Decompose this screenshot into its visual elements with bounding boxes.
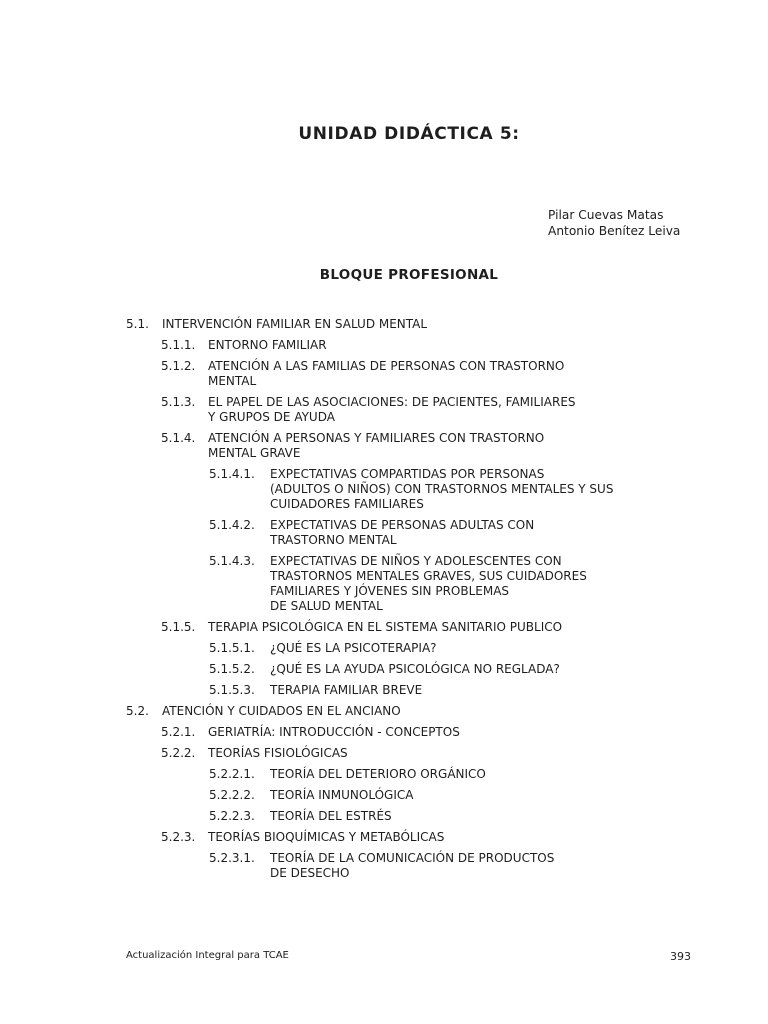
toc-entry-title: TERAPIA PSICOLÓGICA EN EL SISTEMA SANITARIO PUBLICO (208, 620, 563, 634)
toc-entry-number: 5.1.5.1. (209, 641, 255, 655)
toc-entry-title: TEORÍAS BIOQUÍMICAS Y METABÓLICAS (208, 830, 445, 844)
toc-entry (0, 518, 768, 548)
toc-entry (0, 809, 768, 824)
toc-entry-title: EXPECTATIVAS DE PERSONAS ADULTAS CON TRASTORNO MENTAL (270, 518, 535, 547)
toc-entry-number: 5.2.2.1. (209, 767, 255, 781)
toc-entry (0, 554, 768, 614)
toc-entry-number: 5.1.5.2. (209, 662, 255, 676)
toc-entry-number: 5.2.3.1. (209, 851, 255, 865)
toc-entry (0, 725, 768, 740)
toc-entry (0, 830, 768, 845)
toc-entry-title: ENTORNO FAMILIAR (208, 338, 327, 352)
toc-entry-number: 5.1.4.1. (209, 467, 255, 481)
toc-entry-title: ¿QUÉ ES LA AYUDA PSICOLÓGICA NO REGLADA? (270, 662, 560, 676)
author-name: Pilar Cuevas Matas (548, 208, 664, 222)
toc-entry-number: 5.1.5. (161, 620, 196, 634)
toc-entry-number: 5.1.1. (161, 338, 196, 352)
toc-entry-number: 5.2.2. (161, 746, 196, 760)
toc-entry-title: TEORÍA DEL ESTRÉS (270, 809, 392, 823)
toc-entry-number: 5.1.4.2. (209, 518, 255, 532)
toc-entry-title: EL PAPEL DE LAS ASOCIACIONES: DE PACIENTES, FAMILIARES Y GRUPOS DE AYUDA (208, 395, 576, 424)
toc-entry (0, 767, 768, 782)
toc-entry-title: GERIATRÍA: INTRODUCCIÓN - CONCEPTOS (208, 725, 460, 739)
toc-entry-number: 5.2.2.2. (209, 788, 255, 802)
author-name: Antonio Benítez Leiva (548, 223, 681, 238)
toc-entry (0, 746, 768, 761)
toc-entry-title: ¿QUÉ ES LA PSICOTERAPIA? (270, 641, 437, 655)
toc-entry (0, 704, 768, 719)
toc-entry-title: TEORÍA DE LA COMUNICACIÓN DE PRODUCTOS DE DESECHO (270, 851, 555, 880)
toc-entry (0, 641, 768, 656)
block-title: BLOQUE PROFESIONAL (319, 267, 499, 283)
toc-entry (0, 395, 768, 425)
page-footer (126, 950, 691, 963)
toc-entry-number: 5.2.2.3. (209, 809, 255, 823)
toc-entry (0, 620, 768, 635)
toc-entry (0, 467, 768, 512)
toc-entry-number: 5.1.3. (161, 395, 196, 409)
toc-entry (0, 431, 768, 461)
toc-entry-title: TERAPIA FAMILIAR BREVE (270, 683, 423, 697)
footer-publication: Actualización Integral para TCAE (126, 950, 289, 961)
toc-entry-title: EXPECTATIVAS COMPARTIDAS POR PERSONAS (ADULTOS O NIÑOS) CON TRASTORNOS MENTALES Y SUS CUIDADORES FAMILIARES (270, 467, 614, 511)
page-number: 393 (670, 950, 691, 963)
toc-entry-number: 5.1.4. (161, 431, 196, 445)
toc-entry-title: ATENCIÓN A LAS FAMILIAS DE PERSONAS CON TRASTORNO MENTAL (208, 359, 565, 388)
toc-entry (0, 317, 768, 332)
toc-entry (0, 851, 768, 881)
toc-entry-title: TEORÍA DEL DETERIORO ORGÁNICO (270, 767, 486, 781)
toc-entry-title: TEORÍA INMUNOLÓGICA (270, 788, 414, 802)
toc-entry-title: EXPECTATIVAS DE NIÑOS Y ADOLESCENTES CON TRASTORNOS MENTALES GRAVES, SUS CUIDADORES FAMILIARES Y JÓVENES SIN PROBLEMAS DE SALUD MENTAL (270, 554, 587, 613)
toc-entry-number: 5.2.1. (161, 725, 196, 739)
toc-entry-title: INTERVENCIÓN FAMILIAR EN SALUD MENTAL (162, 317, 428, 331)
toc-entry (0, 683, 768, 698)
authors (548, 208, 680, 239)
toc-entry-number: 5.2.3. (161, 830, 196, 844)
toc-entry-number: 5.1.4.3. (209, 554, 255, 568)
toc-entry (0, 359, 768, 389)
toc-entry-number: 5.1.5.3. (209, 683, 255, 697)
toc-entry-title: ATENCIÓN Y CUIDADOS EN EL ANCIANO (162, 704, 401, 718)
page-title: UNIDAD DIDÁCTICA 5: (298, 124, 520, 144)
toc-entry-title: TEORÍAS FISIOLÓGICAS (208, 746, 348, 760)
toc-entry-title: ATENCIÓN A PERSONAS Y FAMILIARES CON TRASTORNO MENTAL GRAVE (208, 431, 545, 460)
table-of-contents (0, 317, 768, 887)
toc-entry (0, 338, 768, 353)
toc-entry (0, 788, 768, 803)
toc-entry (0, 662, 768, 677)
toc-entry-number: 5.1.2. (161, 359, 196, 373)
toc-entry-number: 5.1. (126, 317, 149, 331)
toc-entry-number: 5.2. (126, 704, 149, 718)
